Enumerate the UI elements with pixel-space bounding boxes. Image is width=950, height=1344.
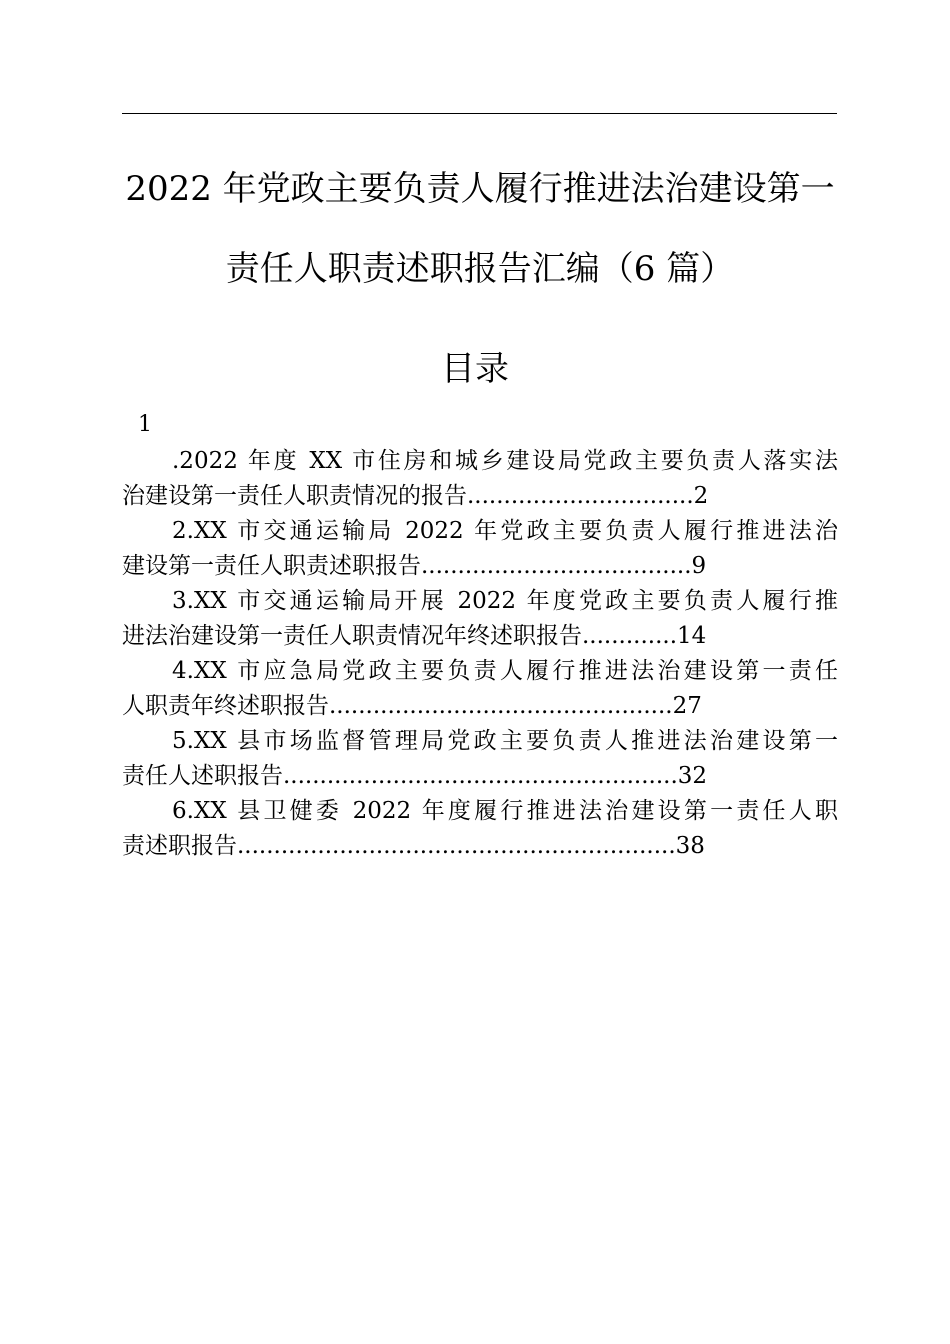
document-title (110, 169, 850, 289)
toc-entry-second-line (122, 689, 838, 724)
toc-leader: ............................................... (329, 693, 673, 719)
toc-entry-second-line (122, 759, 838, 794)
toc-leader: ............................... (467, 483, 694, 509)
toc-page-number: 32 (677, 763, 708, 789)
toc-entry-second-line (122, 479, 838, 514)
toc-entry-title-line: 5.XX 县市场监督管理局党政主要负责人推进法治建设第一 (172, 728, 838, 754)
toc-leader: ..................................... (421, 553, 692, 579)
toc-entry-second-line (122, 829, 838, 864)
toc-entry[interactable] (122, 724, 838, 794)
toc-entry[interactable] (122, 514, 838, 584)
header-rule (122, 113, 837, 114)
toc-page-number: 2 (693, 483, 709, 509)
toc-list (122, 444, 838, 864)
toc-entry[interactable] (122, 794, 838, 864)
toc-entry-title-cont: 人职责年终述职报告 (122, 693, 329, 719)
toc-entry-title-line: .2022 年度 XX 市住房和城乡建设局党政主要负责人落实法 (172, 448, 838, 474)
toc-entry-title-cont: 责述职报告 (122, 833, 237, 859)
toc-entry-second-line (122, 619, 838, 654)
title-line: 2022 年党政主要负责人履行推进法治建设第一 (125, 169, 835, 209)
toc-entry-title-cont: 治建设第一责任人职责情况的报告 (122, 483, 467, 509)
toc-marker: 1 (138, 412, 152, 437)
toc-entry-title-line: 6.XX 县卫健委 2022 年度履行推进法治建设第一责任人职 (172, 798, 838, 824)
toc-page-number: 38 (675, 833, 705, 859)
toc-entry-title-line: 2.XX 市交通运输局 2022 年党政主要负责人履行推进法治 (172, 518, 838, 544)
toc-leader: ............. (582, 623, 678, 649)
title-line: 责任人职责述职报告汇编（6 篇） (225, 249, 735, 289)
toc-page-number: 27 (672, 693, 702, 719)
toc-page-number: 14 (677, 623, 707, 649)
toc-heading: 目录 (441, 349, 509, 389)
toc-entry[interactable] (122, 654, 838, 724)
toc-leader: ............................................................ (237, 833, 676, 859)
toc-entry-title-cont: 责任人述职报告 (122, 763, 283, 789)
toc-entry-title-line: 3.XX 市交通运输局开展 2022 年度党政主要负责人履行推 (172, 588, 838, 614)
toc-leader: ...................................................... (283, 763, 678, 789)
toc-entry-title-line: 4.XX 市应急局党政主要负责人履行推进法治建设第一责任 (172, 658, 838, 684)
toc-entry[interactable] (122, 444, 838, 514)
toc-entry[interactable] (122, 584, 838, 654)
toc-entry-title-cont: 建设第一责任人职责述职报告 (122, 553, 421, 579)
toc-entry-title-cont: 进法治建设第一责任人职责情况年终述职报告 (122, 623, 582, 649)
toc-page-number: 9 (691, 553, 707, 579)
toc-entry-second-line (122, 549, 838, 584)
